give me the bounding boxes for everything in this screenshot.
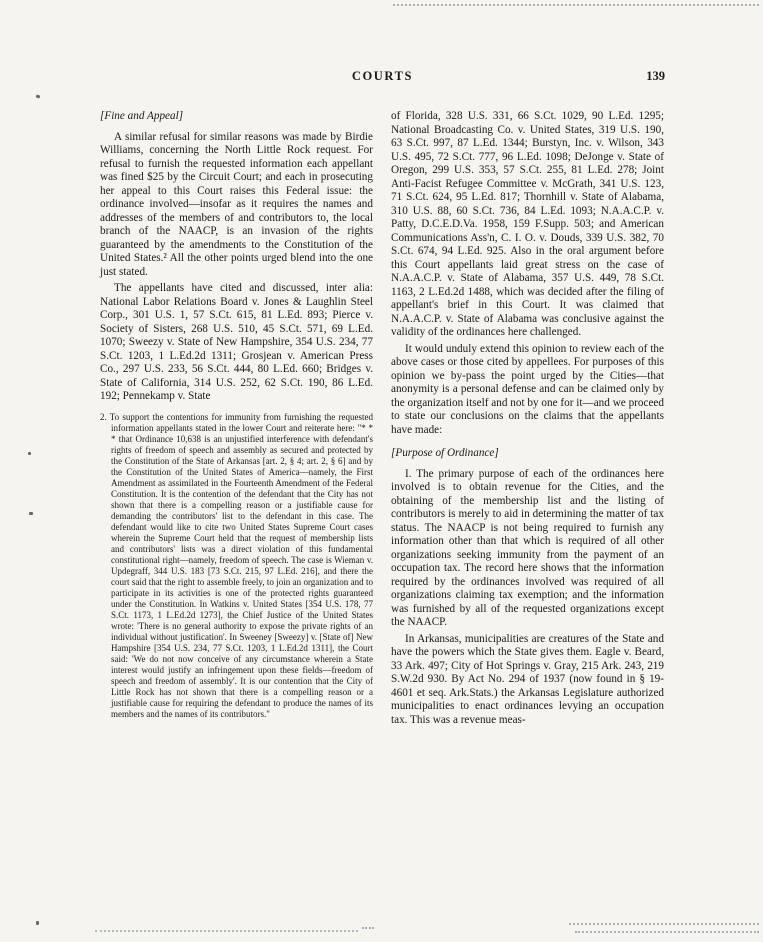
scan-artifact	[95, 930, 358, 932]
scan-artifact	[393, 4, 759, 6]
paragraph: The appellants have cited and discussed, inter alia: National Labor Relations Board v. Jones & Laughlin Steel Corp., 301 U.S. 1, 57 S.Ct. 615, 81 L.Ed. 893; Pierce v. Society of Sisters, 268 U.S. 510, 45 S.Ct. 571, 69 L.Ed. 1070; Sweezy v. State of New Hampshire, 354 U.S. 234, 77 S.Ct. 1203, 1 L.Ed.2d 1311; Grosjean v. American Press Co., 297 U.S. 233, 56 S.Ct. 444, 80 L.Ed. 660; Bridges v. State of California, 314 U.S. 252, 62 S.Ct. 190, 86 L.Ed. 192; Pennekamp v. State	[100, 282, 373, 402]
page-header	[100, 69, 665, 85]
paragraph-continuation: of Florida, 328 U.S. 331, 66 S.Ct. 1029, 90 L.Ed. 1295; National Broadcasting Co. v. United States, 319 U.S. 190, 63 S.Ct. 997, 87 L.Ed. 1344; Burstyn, Inc. v. Wilson, 343 U.S. 495, 72 S.Ct. 777, 96 L.Ed. 1098; DeJonge v. State of Oregon, 299 U.S. 353, 57 S.Ct. 255, 81 L.Ed. 278; Joint Anti-Facist Refugee Committee v. McGrath, 341 U.S. 123, 71 S.Ct. 624, 95 L.Ed. 817; Thornhill v. State of Alabama, 310 U.S. 88, 60 S.Ct. 736, 84 L.Ed. 1093; N.A.A.C.P. v. Patty, D.C.E.D.Va. 1958, 159 F.Supp. 503; and American Communications Ass'n, C. I. O. v. Douds, 339 U.S. 382, 70 S.Ct. 674, 94 L.Ed. 925. Also in the oral argument before this Court appellants laid great stress on the case of N.A.A.C.P. v. State of Alabama, 357 U.S. 449, 78 S.Ct. 1163, 2 L.Ed.2d 1488, which was decided after the filing of appellant's brief in this Court. It was claimed that N.A.A.C.P. v. State of Alabama was conclusive against the validity of the ordinances here challenged.	[391, 110, 664, 338]
scan-artifact	[362, 927, 374, 929]
paragraph: It would unduly extend this opinion to review each of the above cases or those cited by appellees. For purposes of this opinion we by-pass the point urged by the Cities—that anonymity is a personal defense and can be claimed only by the organization itself and not by one for it—and we proceed to state our conclusions on the claims that the appellants have made:	[391, 342, 664, 436]
scan-artifact	[28, 452, 31, 455]
section-heading-purpose-of-ordinance: [Purpose of Ordinance]	[391, 447, 499, 459]
right-column	[391, 110, 664, 727]
scan-artifact	[36, 921, 39, 925]
section-heading-fine-and-appeal: [Fine and Appeal]	[100, 110, 184, 122]
page-number: 139	[646, 69, 665, 83]
scan-artifact	[29, 512, 33, 515]
footnote-2: 2. To support the contentions for immunity from furnishing the requested information appellants stated in the lower Court and reiterate here: "* * * that Ordinance 10,638 is an unjustified interference with defendant's rights of freedom of speech and assembly as secured and protected by the Constitution of the State of Arkansas [art. 2, § 4; art. 2, § 6] and by the Constitution of the United States of America—namely, the First Amendment as assimilated in the Fourteenth Amendment of the Federal Constitution. It is the contention of the defendant that the City has not shown that there is a compelling reason or a justifiable cause for demanding the contributors' list to the defendant in this case. The defendant would like to cite two United States Supreme Court cases wherein the Supreme Court held that the request of membership lists and contributors' lists was a direct violation of this fundamental constitutional right—namely, freedom of speech. The case is Wieman v. Updegraff, 344 U.S. 183 [73 S.Ct. 215, 97 L.Ed. 216], and there the court said that the right to assemble freely, to join an organization and to participate in its activities is one of the protected rights guaranteed under the Constitution. In Watkins v. United States [354 U.S. 178, 77 S.Ct. 1173, 1 L.Ed.2d 1273], the Chief Justice of the United States wrote: 'There is no general authority to expose the private rights of an individual without justification'. In Sweeney [Sweezy] v. [State of] New Hampshire [354 U.S. 234, 77 S.Ct. 1203, 1 L.Ed.2d 1311], the Court said: 'We do not now conceive of any circumstance wherein a State interest would justify an infringement upon these fields—freedom of speech and freedom of assembly'. It is our contention that the City of Little Rock has not shown that there is a compelling reason or a justifiable cause for requiring the defendant to produce the names of its members and the names of its contributors."	[100, 411, 373, 719]
running-title: COURTS	[351, 69, 414, 83]
text-columns	[100, 110, 665, 727]
scan-artifact	[575, 931, 759, 933]
paragraph: I. The primary purpose of each of the ordinances here involved is to obtain revenue for the Cities, and the obtaining of the membership list and the listing of contributors is merely to aid in determining the matter of tax status. The NAACP is not being required to furnish any information other than that which is required of all other organizations seeking immunity from the payment of an occupation tax. The record here shows that the information required by the ordinances involved was required of all organizations claiming tax exemption; and the information was furnished by all of the requested organizations except the NAACP.	[391, 467, 664, 628]
left-column	[100, 110, 373, 727]
scan-artifact	[36, 94, 41, 98]
paragraph: A similar refusal for similar reasons was made by Birdie Williams, concerning the North Little Rock request. For refusal to furnish the requested information each appellant was fined $25 by the Circuit Court; and each in prosecuting her appeal to this Court raises this Federal issue: the ordinance involved—insofar as it requires the names and addresses of the members of and contributors to, the local branch of the NAACP, is an invasion of the rights guaranteed by the amendments to the Constitution of the United States.² All the other points urged blend into the one just stated.	[100, 130, 373, 278]
paragraph: In Arkansas, municipalities are creatures of the State and have the powers which the State gives them. Eagle v. Beard, 33 Ark. 497; City of Hot Springs v. Gray, 215 Ark. 243, 219 S.W.2d 930. By Act No. 294 of 1937 (now found in § 19-4601 et seq. Ark.Stats.) the Arkansas Legislature authorized municipalities to enact ordinances levying an occupation tax. This was a revenue meas-	[391, 632, 664, 726]
scan-artifact	[569, 923, 759, 925]
